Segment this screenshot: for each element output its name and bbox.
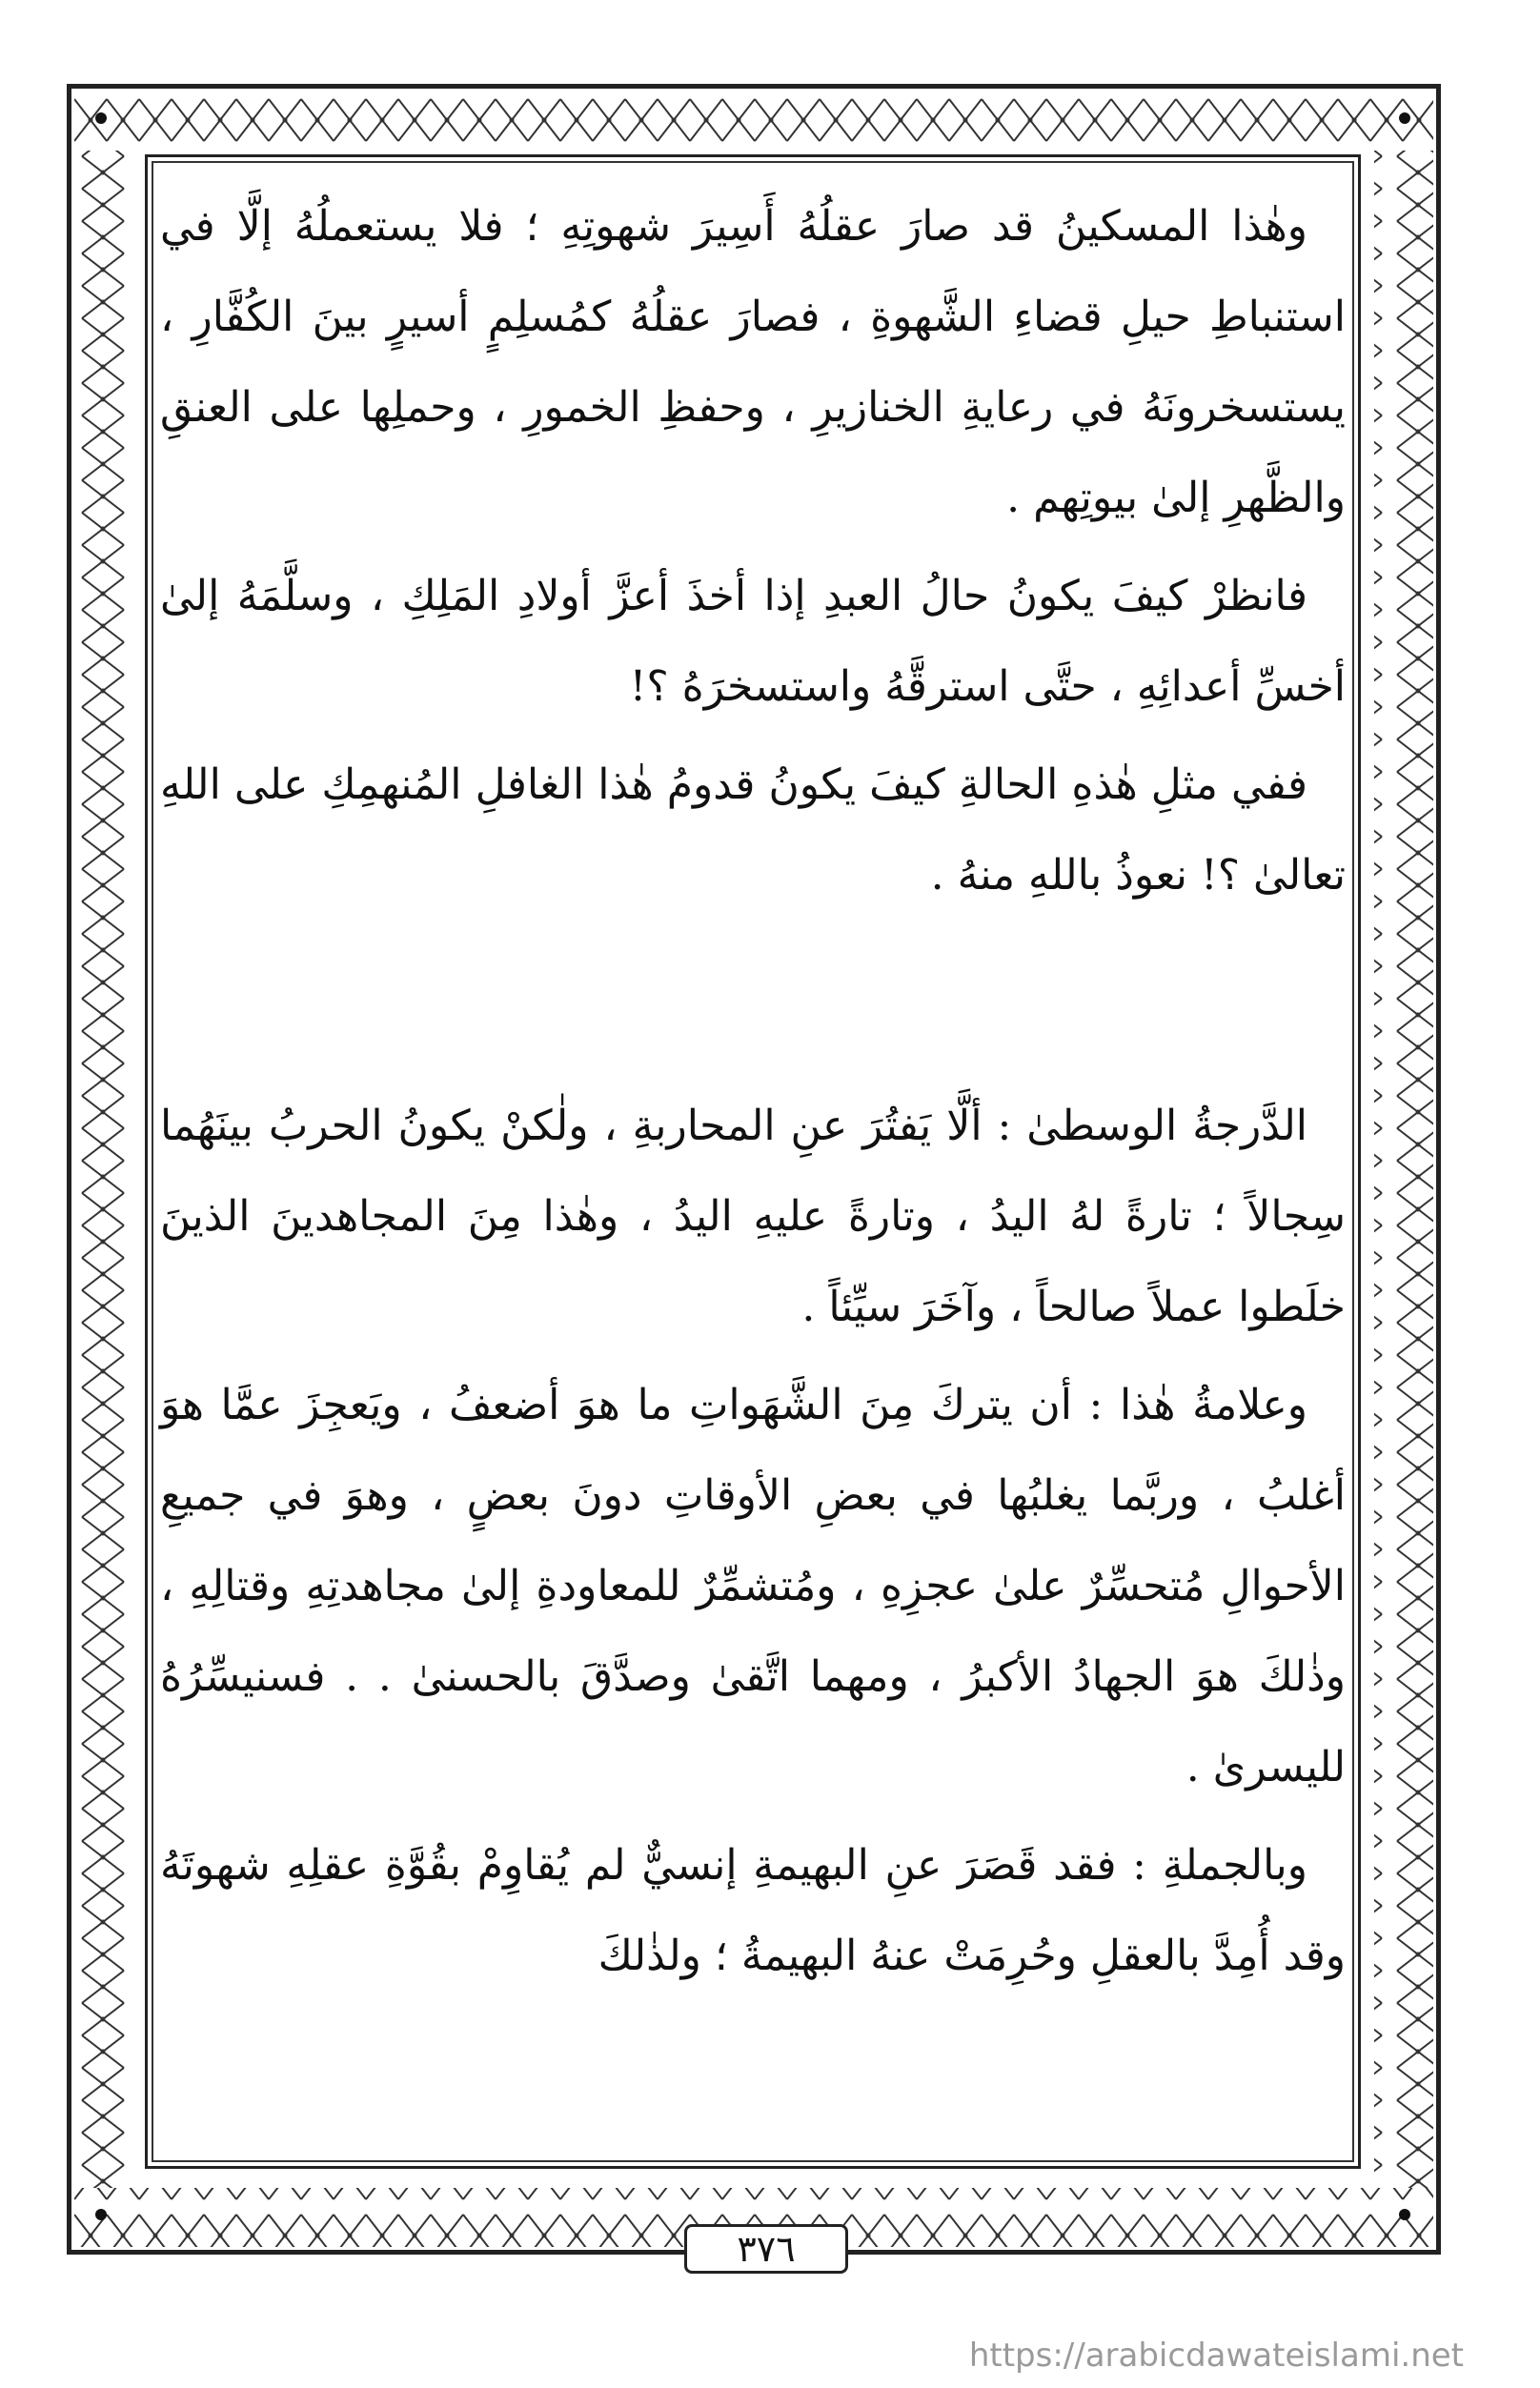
section-gap (160, 928, 1346, 1081)
watermark-url: https://arabicdawateislami.net (968, 2337, 1464, 2375)
page-body (160, 181, 1346, 2154)
paragraph: الدَّرجةُ الوسطىٰ : ألَّا يَفتُرَ عنِ المحاربةِ ، ولٰكنْ يكونُ الحربُ بينَهُما سِجالاً ؛ تارةً لهُ اليدُ ، وتارةً عليهِ اليدُ ، وهٰذا مِنَ المجاهدينَ الذينَ خلَطوا عملاً صالحاً ، وآخَرَ سيِّئاً . (160, 1102, 1346, 1331)
corner-dot-top-left (95, 112, 107, 124)
corner-dot-bottom-right (1399, 2209, 1410, 2220)
paragraph: وهٰذا المسكينُ قد صارَ عقلُهُ أَسِيرَ شهوتِهِ ؛ فلا يستعملُهُ إلَّا في استنباطِ حيلِ قضاءِ الشَّهوةِ ، فصارَ عقلُهُ كمُسلِمٍ أسيرٍ بينَ الكُفَّارِ ، يستسخرونَهُ في رعايةِ الخنازيرِ ، وحفظِ الخمورِ ، وحملِها على العنقِ والظَّهرِ إلىٰ بيوتِهم . (160, 202, 1346, 522)
page-number: ٣٧٦ (684, 2224, 848, 2274)
paragraph: فانظرْ كيفَ يكونُ حالُ العبدِ إذا أخذَ أعزَّ أولادِ المَلِكِ ، وسلَّمَهُ إلىٰ أخسِّ أعدائِهِ ، حتَّى استرقَّهُ واستسخرَهُ ؟! (160, 572, 1346, 711)
paragraph: وعلامةُ هٰذا : أن يتركَ مِنَ الشَّهَواتِ ما هوَ أضعفُ ، ويَعجِزَ عمَّا هوَ أغلبُ ، وربَّما يغلبُها في بعضِ الأوقاتِ دونَ بعضٍ ، وهوَ في جميعِ الأحوالِ مُتحسِّرٌ علىٰ عجزِهِ ، ومُتشمِّرٌ للمعاودةِ إلىٰ مجاهدتِهِ وقتالِهِ ، وذٰلكَ هوَ الجهادُ الأكبرُ ، ومهما اتَّقىٰ وصدَّقَ بالحسنىٰ . . فسنيسِّرُهُ لليسرىٰ . (160, 1381, 1346, 1791)
paragraph: وبالجملةِ : فقد قَصَرَ عنِ البهيمةِ إنسيٌّ لم يُقاوِمْ بقُوَّةِ عقلِهِ شهوتَهُ وقد أُمِدَّ بالعقلِ وحُرِمَتْ عنهُ البهيمةُ ؛ ولذٰلكَ (160, 1841, 1346, 1980)
corner-dot-top-right (1399, 112, 1410, 124)
paragraph: ففي مثلِ هٰذهِ الحالةِ كيفَ يكونُ قدومُ هٰذا الغافلِ المُنهمِكِ على اللهِ تعالىٰ ؟! نعوذُ باللهِ منهُ . (160, 760, 1346, 900)
corner-dot-bottom-left (95, 2209, 107, 2220)
